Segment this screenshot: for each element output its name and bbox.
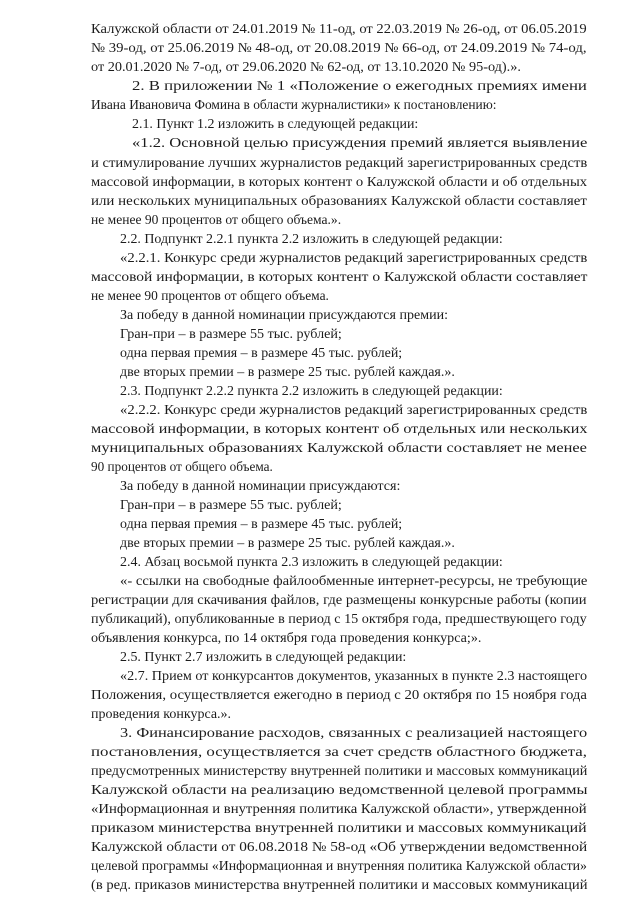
text-line: Положения, осуществляется ежегодно в период с 20 октября по 15 ноября года <box>91 687 587 702</box>
text-line: 3. Финансирование расходов, связанных с реализацией настоящего <box>120 725 588 740</box>
text-line: За победу в данной номинации присуждаются: <box>120 478 401 493</box>
text-line: массовой информации, в которых контент о Калужской области составляет <box>91 269 588 284</box>
text-line: одна первая премия – в размере 45 тыс. рублей; <box>120 345 403 360</box>
text-line: Ивана Ивановича Фомина в области журналистики» к постановлению: <box>91 97 497 112</box>
text-line: публикаций), опубликованные в период с 15 октября года, предшествующего году <box>91 611 587 626</box>
text-line: 2. В приложении № 1 «Положение о ежегодных премиях имени <box>132 78 587 93</box>
text-line: проведения конкурса.». <box>91 706 232 721</box>
text-line: не менее 90 процентов от общего объема.». <box>91 212 342 227</box>
text-line: № 39-од, от 25.06.2019 № 48-од, от 20.08.2019 № 66-од, от 24.09.2019 № 74-од, <box>91 40 587 55</box>
text-line: массовой информации, в которых контент об отдельных или нескольких <box>91 421 588 436</box>
text-line: или нескольких муниципальных образованиях Калужской области составляет <box>91 193 587 208</box>
text-line: Гран-при – в размере 55 тыс. рублей; <box>120 497 342 512</box>
text-line: Калужской области от 06.08.2018 № 58-од «Об утверждении ведомственной <box>91 839 588 854</box>
text-line: Калужской области на реализацию ведомственной целевой программы <box>91 782 588 797</box>
text-line: от 20.01.2020 № 7-од, от 29.06.2020 № 62-од, от 13.10.2020 № 95-од).». <box>91 59 521 74</box>
text-line: приказом министерства внутренней политики и массовых коммуникаций <box>91 820 587 835</box>
text-line: 2.1. Пункт 1.2 изложить в следующей редакции: <box>132 116 419 131</box>
text-line: регистрации для скачивания файлов, где размещены конкурсные работы (копии <box>91 592 587 607</box>
text-line: постановления, осуществляется за счет средств областного бюджета, <box>91 744 587 759</box>
text-line: 2.3. Подпункт 2.2.2 пункта 2.2 изложить в следующей редакции: <box>120 383 503 398</box>
text-line: муниципальных образованиях Калужской области составляет не менее <box>91 440 587 455</box>
text-line: предусмотренных министерству внутренней политики и массовых коммуникаций <box>91 763 588 778</box>
text-line: не менее 90 процентов от общего объема. <box>91 288 329 303</box>
text-line: «2.2.1. Конкурс среди журналистов редакций зарегистрированных средств <box>120 250 588 265</box>
text-line: две вторых премии – в размере 25 тыс. рублей каждая.». <box>120 535 455 550</box>
text-line: «Информационная и внутренняя политика Калужской области», утвержденной <box>91 801 587 816</box>
text-line: одна первая премия – в размере 45 тыс. рублей; <box>120 516 403 531</box>
text-line: 2.2. Подпункт 2.2.1 пункта 2.2 изложить в следующей редакции: <box>120 231 503 246</box>
text-line: За победу в данной номинации присуждаются премии: <box>120 307 448 322</box>
text-line: «1.2. Основной целью присуждения премий является выявление <box>132 135 588 150</box>
text-line: 90 процентов от общего объема. <box>91 459 273 474</box>
text-line: «- ссылки на свободные файлообменные интернет-ресурсы, не требующие <box>120 573 588 588</box>
text-line: объявления конкурса, по 14 октября года проведения конкурса;». <box>91 630 482 645</box>
text-line: «2.2.2. Конкурс среди журналистов редакций зарегистрированных средств <box>120 402 588 417</box>
text-line: 2.4. Абзац восьмой пункта 2.3 изложить в следующей редакции: <box>120 554 503 569</box>
text-line: целевой программы «Информационная и внутренняя политика Калужской области» <box>91 858 587 873</box>
text-line: и стимулирование лучших журналистов редакций зарегистрированных средств <box>91 155 588 170</box>
text-line: две вторых премии – в размере 25 тыс. рублей каждая.». <box>120 364 455 379</box>
text-line: массовой информации, в которых контент о Калужской области и об отдельных <box>91 174 588 189</box>
text-line: (в ред. приказов министерства внутренней политики и массовых коммуникаций <box>91 877 588 892</box>
text-line: «2.7. Прием от конкурсантов документов, указанных в пункте 2.3 настоящего <box>120 668 588 683</box>
text-line: Калужской области от 24.01.2019 № 11-од, от 22.03.2019 № 26-од, от 06.05.2019 <box>91 21 587 36</box>
text-line: 2.5. Пункт 2.7 изложить в следующей редакции: <box>120 649 407 664</box>
text-line: Гран-при – в размере 55 тыс. рублей; <box>120 326 342 341</box>
